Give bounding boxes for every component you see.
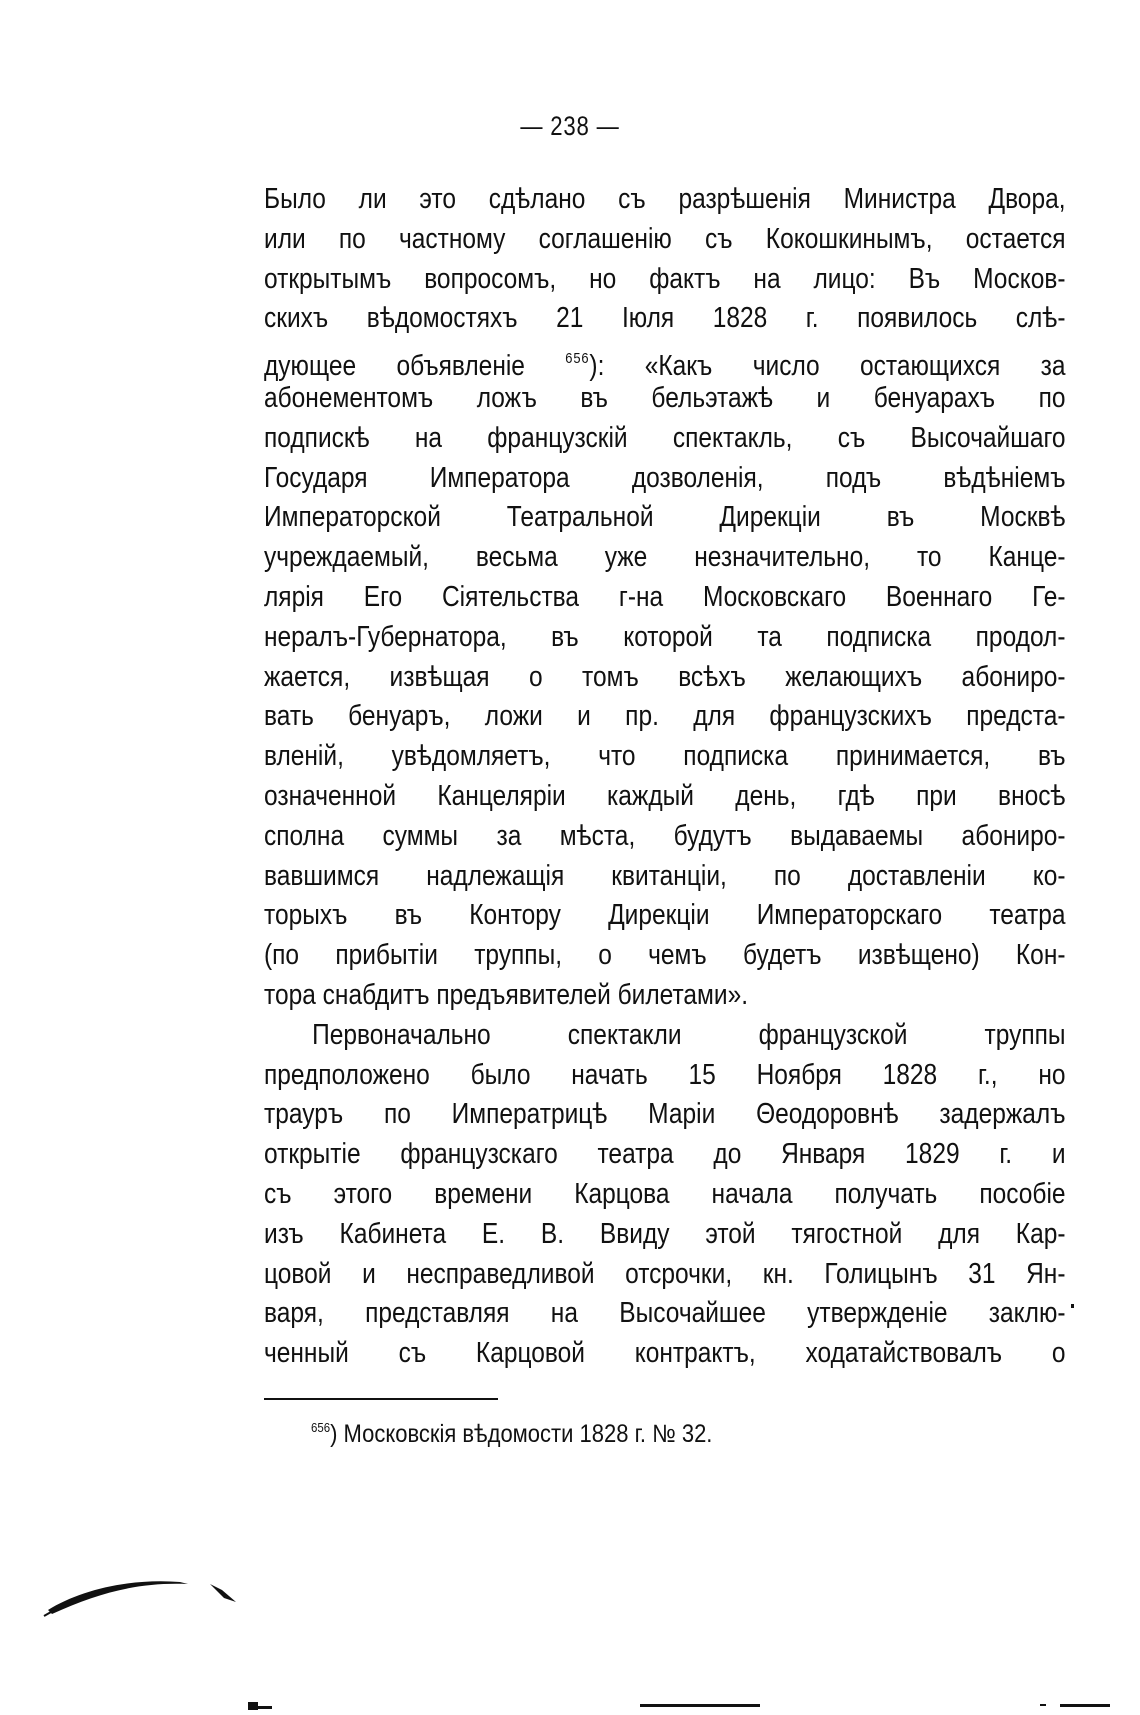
text-line-content: скихъ вѣдомостяхъ 21 Іюля 1828 г. появилось слѣ- [264, 302, 1066, 335]
text-line-content: ): «Какъ число остающихся за [589, 350, 1066, 383]
scan-artifact-bottom [0, 1690, 1140, 1715]
scan-artifact-dot [1071, 1304, 1074, 1308]
text-line-content: вавшимся надлежащія квитанціи, по доставленіи ко- [264, 859, 1066, 892]
text-line [264, 180, 1066, 220]
footnote-marker: 656 [311, 1420, 331, 1435]
text-line-content: ченный съ Карцовой контрактъ, ходатайствовалъ о [264, 1337, 1066, 1370]
footnote [311, 1420, 712, 1449]
text-line [264, 220, 1066, 260]
footnote-reference: 656 [565, 350, 590, 368]
text-line-content: Государя Императора дозволенія, подъ вѣдѣніемъ [264, 461, 1066, 494]
scan-artifact-stroke [40, 1560, 240, 1620]
text-line-content: трауръ по Императрицѣ Маріи Θеодоровнѣ задержалъ [264, 1098, 1066, 1131]
text-line-content: сполна суммы за мѣста, будутъ выдаваемы абониро- [264, 819, 1066, 852]
text-line-content: или по частному соглашенію съ Кокошкинымъ, остается [264, 222, 1066, 255]
text-line [264, 538, 1066, 578]
text-line [264, 976, 1066, 1016]
text-line-content: лярія Его Сіятельства г-на Московскаго Военнаго Ге- [264, 580, 1066, 613]
text-line [264, 1334, 1066, 1374]
text-line-content: предположено было начать 15 Ноября 1828 г., но [264, 1058, 1066, 1091]
text-line [264, 777, 1066, 817]
text-line [264, 299, 1066, 339]
text-line [264, 697, 1066, 737]
text-line-content: открытымъ вопросомъ, но фактъ на лицо: Въ Москов- [264, 262, 1066, 295]
text-line-content: жается, извѣщая о томъ всѣхъ желающихъ абониро- [264, 660, 1066, 693]
page-number: — 238 — [520, 111, 620, 141]
text-line-content: подпискѣ на французскій спектакль, съ Высочайшаго [264, 421, 1066, 454]
text-line-content: цовой и несправедливой отсрочки, кн. Голицынъ 31 Ян- [264, 1257, 1066, 1290]
text-line-content: тора снабдитъ предъявителей билетами». [264, 978, 749, 1011]
text-line-content: торыхъ въ Контору Дирекціи Императорскаго театра [264, 899, 1066, 932]
text-line [264, 1215, 1066, 1255]
text-line [264, 817, 1066, 857]
text-line [264, 1135, 1066, 1175]
text-line [264, 618, 1066, 658]
text-line [264, 379, 1066, 419]
text-line [264, 737, 1066, 777]
text-line [264, 1255, 1066, 1295]
text-line [264, 1175, 1066, 1215]
text-line [264, 419, 1066, 459]
text-line-content: нералъ-Губернатора, въ которой та подписка продол- [264, 620, 1066, 653]
text-line-content: съ этого времени Карцова начала получать пособіе [264, 1177, 1066, 1210]
text-line-content: вленій, увѣдомляетъ, что подписка принимается, въ [264, 740, 1066, 773]
text-line [264, 498, 1066, 538]
text-line-content: абонементомъ ложъ въ бельэтажѣ и бенуарахъ по [264, 381, 1066, 414]
text-line [264, 260, 1066, 300]
text-line-content: Императорской Театральной Дирекціи въ Москвѣ [264, 501, 1066, 534]
text-line [264, 658, 1066, 698]
text-line-content: (по прибытіи труппы, о чемъ будетъ извѣщено) Кон- [264, 939, 1066, 972]
text-line-content: Было ли это сдѣлано съ разрѣшенія Министра Двора, [264, 183, 1066, 215]
text-line [264, 857, 1066, 897]
text-line-content: открытіе французскаго театра до Января 1829 г. и [264, 1138, 1066, 1171]
text-line [264, 1294, 1066, 1334]
text-line [264, 578, 1066, 618]
text-line [264, 1095, 1066, 1135]
text-line [264, 1016, 1066, 1056]
text-line-content: варя, представляя на Высочайшее утвержденіе заклю- [264, 1297, 1066, 1330]
text-line-content: означенной Канцеляріи каждый день, гдѣ при вносѣ [264, 779, 1066, 812]
footnote-text: ) Московскія вѣдомости 1828 г. № 32. [330, 1420, 713, 1448]
text-line [264, 339, 1066, 383]
text-line-content: Первоначально спектакли французской труппы [312, 1018, 1066, 1051]
text-line-content: изъ Кабинета Е. В. Ввиду этой тягостной для Кар- [264, 1217, 1066, 1250]
text-line-start: дующее объявленіе [264, 350, 566, 383]
text-line [264, 936, 1066, 976]
body-text [264, 180, 1066, 1374]
text-line-content: учреждаемый, весьма уже незначительно, то Канце- [264, 541, 1066, 574]
text-line [264, 459, 1066, 499]
text-line [264, 1056, 1066, 1096]
text-line [264, 896, 1066, 936]
text-line-content: вать бенуаръ, ложи и пр. для французскихъ предста- [264, 700, 1066, 733]
footnote-divider [264, 1398, 498, 1400]
